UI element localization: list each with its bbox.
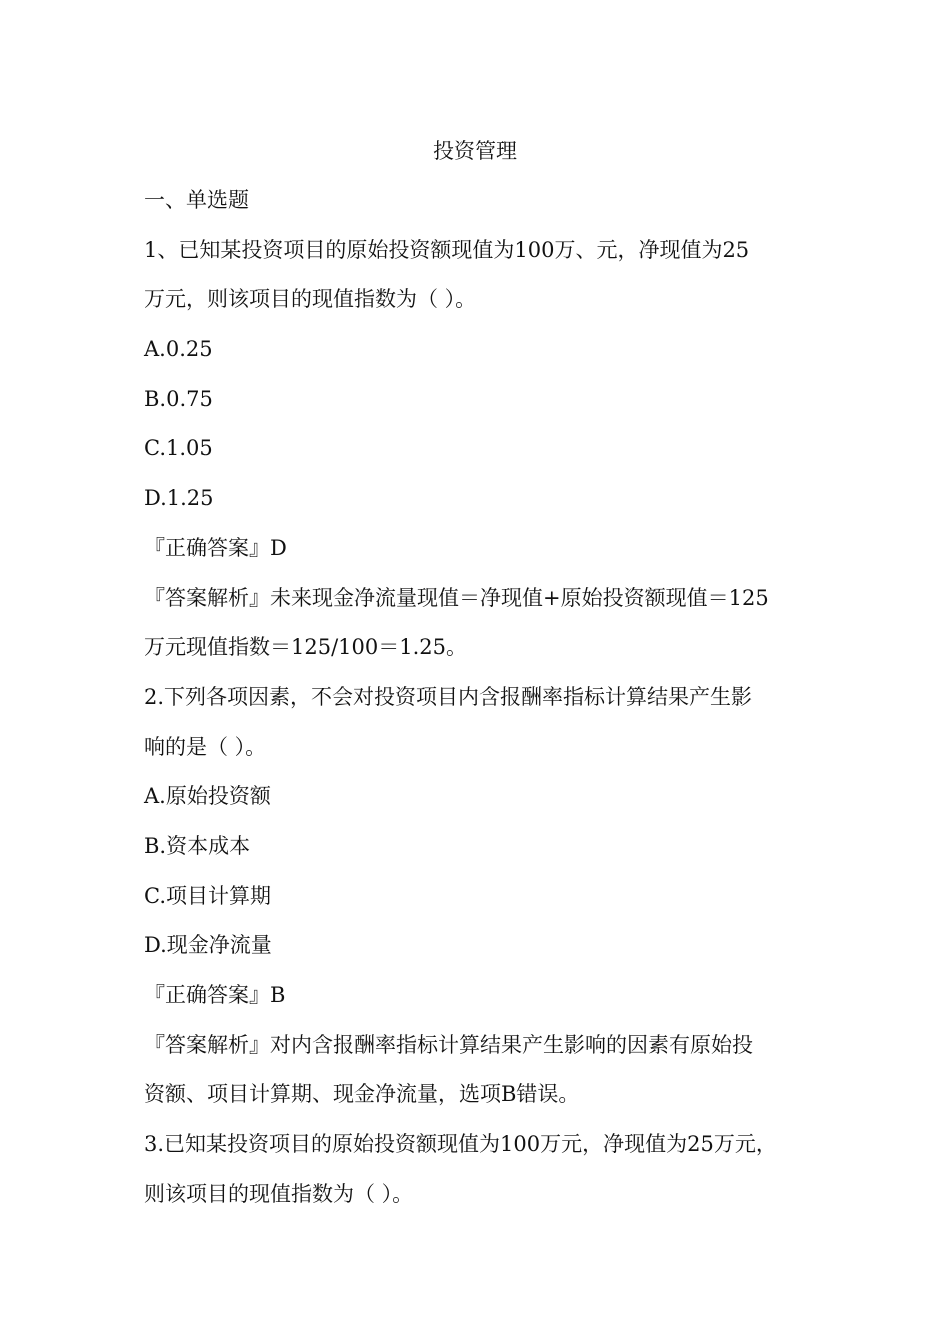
section-heading: 一、单选题: [144, 188, 249, 212]
question-1-analysis-line-2: 万元现值指数＝125/100＝1.25。: [144, 635, 467, 660]
question-1-option-a: A.0.25: [144, 337, 213, 362]
question-1-option-c: C.1.05: [144, 436, 213, 461]
question-1-stem-line-2: 万元，则该项目的现值指数为（ ）。: [144, 287, 477, 312]
question-3-stem-line-1: 3.已知某投资项目的原始投资额现值为100万元，净现值为25万元，: [144, 1132, 777, 1157]
question-3: [144, 1129, 814, 1209]
question-1-analysis-line-1: 『答案解析』未来现金净流量现值＝净现值+原始投资额现值＝125: [144, 585, 769, 610]
document-body: [144, 185, 814, 1228]
question-2-option-b: B.资本成本: [144, 833, 251, 858]
question-2-analysis-line-1: 『答案解析』对内含报酬率指标计算结果产生影响的因素有原始投: [144, 1032, 753, 1057]
question-1: [144, 235, 814, 663]
question-2-stem-line-2: 响的是（ ）。: [144, 734, 267, 759]
question-1-answer: 『正确答案』D: [144, 535, 287, 560]
question-1-option-d: D.1.25: [144, 486, 214, 511]
question-2-analysis-line-2: 资额、项目计算期、现金净流量，选项B错误。: [144, 1082, 580, 1107]
question-2-answer: 『正确答案』B: [144, 983, 286, 1007]
question-2-option-a: A.原始投资额: [144, 784, 271, 809]
question-2-stem-line-1: 2.下列各项因素，不会对投资项目内含报酬率指标计算结果产生影: [144, 684, 753, 709]
question-2-option-c: C.项目计算期: [144, 883, 271, 908]
question-2-option-d: D.现金净流量: [144, 933, 272, 958]
question-1-option-b: B.0.75: [144, 386, 213, 411]
document-title: 投资管理: [433, 139, 517, 163]
question-3-stem-line-2: 则该项目的现值指数为（ ）。: [144, 1181, 414, 1206]
question-2: [144, 682, 814, 1110]
question-1-stem-line-1: 1、已知某投资项目的原始投资额现值为100万、元，净现值为25: [144, 237, 750, 262]
